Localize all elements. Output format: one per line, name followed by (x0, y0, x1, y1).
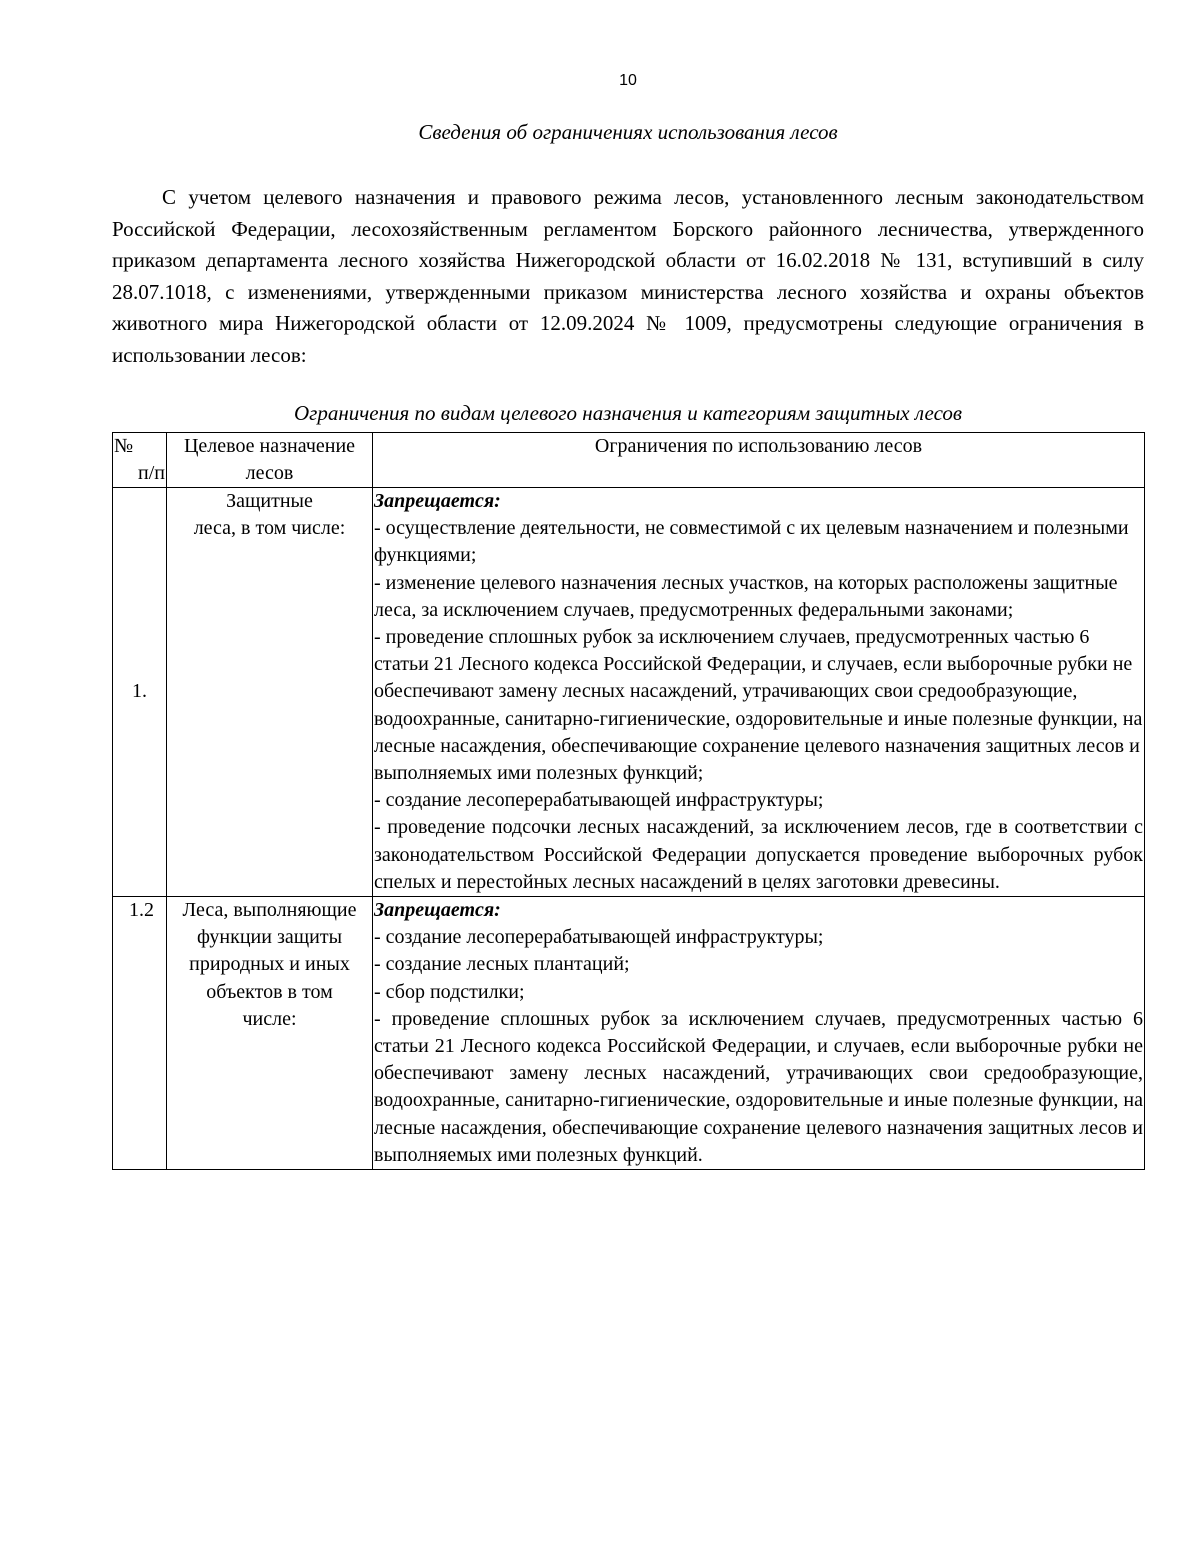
restriction-item: - создание лесоперерабатывающей инфраструктуры; (374, 789, 824, 812)
restriction-item: - проведение подсочки лесных насаждений, за исключением лесов, где в соответствии с законодательством Российской Федерации допускается проведение выборочных рубок спелых и перестойных лесных насаждений в целях заготовки древесины. (374, 816, 1143, 893)
table-row (113, 897, 1145, 1170)
header-restrictions: Ограничения по использованию лесов (373, 433, 1145, 488)
restriction-item: - осуществление деятельности, не совместимой с их целевым назначением и полезными функциями; (374, 517, 1129, 567)
row-restrictions (373, 897, 1145, 1170)
purpose-line: Защитные (226, 490, 313, 512)
header-number (113, 433, 167, 488)
purpose-line: леса, в том числе: (193, 517, 346, 540)
header-purpose-line: лесов (245, 462, 294, 484)
forbidden-label: Запрещается: (374, 490, 501, 512)
table-caption: Ограничения по видам целевого назначения и категориям защитных лесов (293, 401, 962, 425)
page-number: 10 (619, 72, 637, 89)
restriction-item: - создание лесоперерабатывающей инфраструктуры; (374, 926, 824, 949)
restrictions-table (112, 432, 1145, 1170)
forbidden-label: Запрещается: (374, 899, 501, 922)
intro-paragraph: С учетом целевого назначения и правового режима лесов, установленного лесным законодательством Российской Федерации, лесохозяйственным регламентом Борского районного лесничества, утвержденного приказом департамента лесного хозяйства Нижегородской области от 16.02.2018 № 131, вступивший в силу 28.07.1018, с изменениями, утвержденными приказом министерства лесного хозяйства и охраны объектов животного мира Нижегородской области от 12.09.2024 № 1009, предусмотрены следующие ограничения в использовании лесов: (112, 185, 1144, 367)
restriction-item: - изменение целевого назначения лесных участков, на которых расположены защитные леса, за исключением случаев, предусмотренных федеральными законами; (374, 571, 1118, 621)
section-title: Сведения об ограничениях использования лесов (418, 120, 838, 144)
table-row (113, 488, 1145, 897)
header-purpose (167, 433, 373, 488)
purpose-line: природных и иных (189, 953, 350, 976)
row-number: 1.2 (113, 897, 167, 1170)
purpose-line: числе: (242, 1007, 297, 1030)
restriction-item: - создание лесных плантаций; (374, 953, 630, 976)
row-purpose (167, 897, 373, 1170)
header-number-pp: п/п (138, 462, 165, 484)
restriction-item: - проведение сплошных рубок за исключением случаев, предусмотренных частью 6 статьи 21 Лесного кодекса Российской Федерации, и случаев, если выборочные рубки не обеспечивают замену лесных насаждений, утрачивающих свои средообразующие, водоохранные, санитарно-гигиенические, оздоровительные и иные полезные функции, на лесные насаждения, обеспечивающие сохранение целевого назначения защитных лесов и выполняемых ими полезных функций; (374, 626, 1143, 785)
row-restrictions (373, 488, 1145, 897)
header-purpose-line: Целевое назначение (183, 435, 356, 457)
purpose-line: объектов в том (206, 980, 333, 1003)
purpose-line: Леса, выполняющие (182, 899, 357, 922)
header-number-symbol: № (114, 435, 134, 457)
restriction-item: - сбор подстилки; (374, 980, 525, 1003)
row-number: 1. (113, 488, 167, 897)
table-header-row (113, 433, 1145, 488)
restriction-item: - проведение сплошных рубок за исключением случаев, предусмотренных частью 6 статьи 21 Лесного кодекса Российской Федерации, и случаев, если выборочные рубки не обеспечивают замену лесных насаждений, утрачивающих свои средообразующие, водоохранные, санитарно-гигиенические, оздоровительные и иные полезные функции, на лесные насаждения, обеспечивающие сохранение целевого назначения защитных лесов и выполняемых ими полезных функций. (374, 1007, 1143, 1166)
row-purpose (167, 488, 373, 897)
purpose-line: функции защиты (196, 926, 343, 949)
